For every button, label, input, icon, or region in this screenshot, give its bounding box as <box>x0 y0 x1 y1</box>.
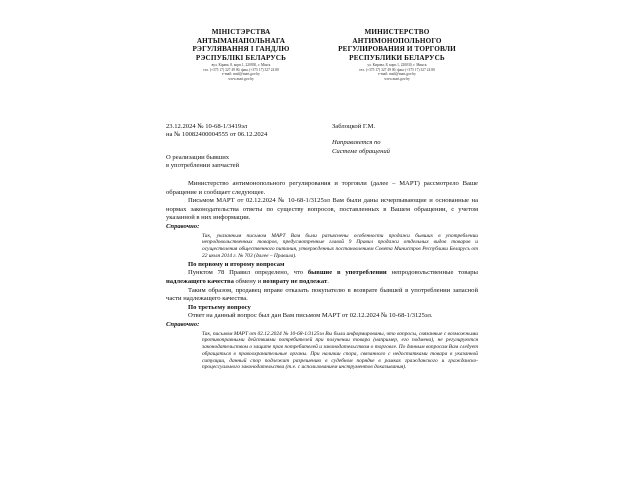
incoming-ref: на № 10082400004555 от 06.12.2024 <box>166 131 268 139</box>
outgoing-ref: 23.12.2024 № 10-68-1/3419эл <box>166 123 248 130</box>
contacts-ru <box>322 63 472 81</box>
paragraph: Письмом МАРТ от 02.12.2024 № 10-68-1/3125эл Вам были даны исчерпывающие и основанные на нормах законодательства ответы по существу вопросов, поставленных в Вашем обращении, с учетом указанной в них информации. <box>166 197 478 222</box>
text-run: возврату не подлежат <box>262 277 328 285</box>
contacts-be <box>166 63 316 81</box>
delivery-note: Направляется по <box>332 139 381 147</box>
paragraph: Таким образом, продавец вправе отказать покупателю в возврате бывшей в употреблении запасной части надлежащего качества. <box>166 286 478 303</box>
recipient-name: Заблоцкой Г.М. <box>332 123 376 130</box>
paragraph: Ответ на данный вопрос был дан Вам письмом МАРТ от 02.12.2024 № 10-68-1/3125эл. <box>188 312 433 320</box>
section-heading: По первому и второму вопросам <box>188 260 285 268</box>
contact-line: ул. Кирова, 8, корп.1, 220030, г. Минск <box>367 63 427 68</box>
contact-line: e-mail: mail@mart.gov.by <box>378 72 416 77</box>
contact-line: тэл. (+375 17) 327 49 00, факс (+375 17) 327 24 80 <box>203 67 279 72</box>
contact-line: вул. Кірава, 8, корп.1, 220030, г. Мінск <box>211 63 271 68</box>
reference-block <box>166 123 267 140</box>
delivery-note: Системе обращений <box>332 147 390 155</box>
recipient-block <box>332 123 390 156</box>
org-line: МИНИСТЕРСТВО <box>364 28 430 36</box>
org-line: РЭСПУБЛІКІ БЕЛАРУСЬ <box>195 53 287 62</box>
document-page <box>162 0 486 480</box>
contact-line: www.mart.gov.by <box>384 76 410 81</box>
reference-quote: Так, письмом МАРТ от 02.12.2024 № 10-68-1/3125эл Вы были информированы, что вопросы, связанные с возможными противоправными действиями потребителей при получении товара (например, его подмена), не регулируются законодательством о защите прав потребителей и законодательством о торговле. По данным вопросам Вам следует обращаться в правоохранительные органы. При наличии спора, связанного с недостатками товара в указанной ситуации, данный спор подлежит разрешению в судебном порядке в рамках гражданского и гражданско-процессуального законодательства (т.е. с использованием инструментов доказывания). <box>202 330 478 371</box>
org-line: РЕСПУБЛИКИ БЕЛАРУСЬ <box>349 53 445 62</box>
subject-line: О реализации бывших <box>166 154 230 161</box>
org-line: АНТЫМАНАПОЛЬНАГА <box>196 36 286 45</box>
org-line: АНТИМОНОПОЛЬНОГО <box>352 36 442 45</box>
contact-line: www.mart.gov.by <box>228 76 254 81</box>
paragraph: Министерство антимонопольного регулирования и торговли (далее – МАРТ) рассмотрело Ваше обращение и сообщает следующее. <box>166 180 478 196</box>
paragraph: Пунктом 78 Правил определено, что бывшие в употреблении непродовольственные товары надлежащего качества обмену и возврату не подлежат. <box>166 269 478 285</box>
text-run: непродовольственные товары <box>386 269 478 277</box>
text-run: обмену и <box>233 277 263 285</box>
text-run: Пунктом 78 Правил определено, что <box>188 269 308 277</box>
section-heading: По третьему вопросу <box>188 303 251 311</box>
subject-block <box>166 154 239 171</box>
reference-label: Справочно: <box>166 320 200 328</box>
org-line: РЕГУЛИРОВАНИЯ И ТОРГОВЛИ <box>338 45 456 54</box>
org-name-be <box>166 28 316 62</box>
org-name-ru <box>322 28 472 62</box>
org-line: РЭГУЛЯВАННЯ І ГАНДЛЮ <box>192 45 290 54</box>
text-run: надлежащего качества <box>166 277 234 285</box>
contact-line: тел. (+375 17) 327 49 00, факс (+375 17) 327 24 80 <box>359 67 435 72</box>
letter-body <box>166 180 478 372</box>
subject-line: в употреблении запчастей <box>166 162 240 170</box>
header-left-belarusian <box>166 28 316 81</box>
contact-line: e-mail: mail@mart.gov.by <box>222 72 260 77</box>
reference-quote: Так, указанным письмом МАРТ Вам были разъяснены особенности продажи бывших в употреблении непродовольственных товаров, предусмотренные главой 9 Правил продажи отдельных видов товаров и осуществления общественного питания, утвержденных постановлением Совета Министров Республики Беларусь от 22 июля 2014 г. № 703 (далее – Правила). <box>202 232 478 259</box>
reference-label: Справочно: <box>166 222 200 230</box>
header-right-russian <box>322 28 472 81</box>
text-run: бывшие в употреблении <box>307 269 387 277</box>
org-line: МІНІСТЭРСТВА <box>211 28 271 36</box>
